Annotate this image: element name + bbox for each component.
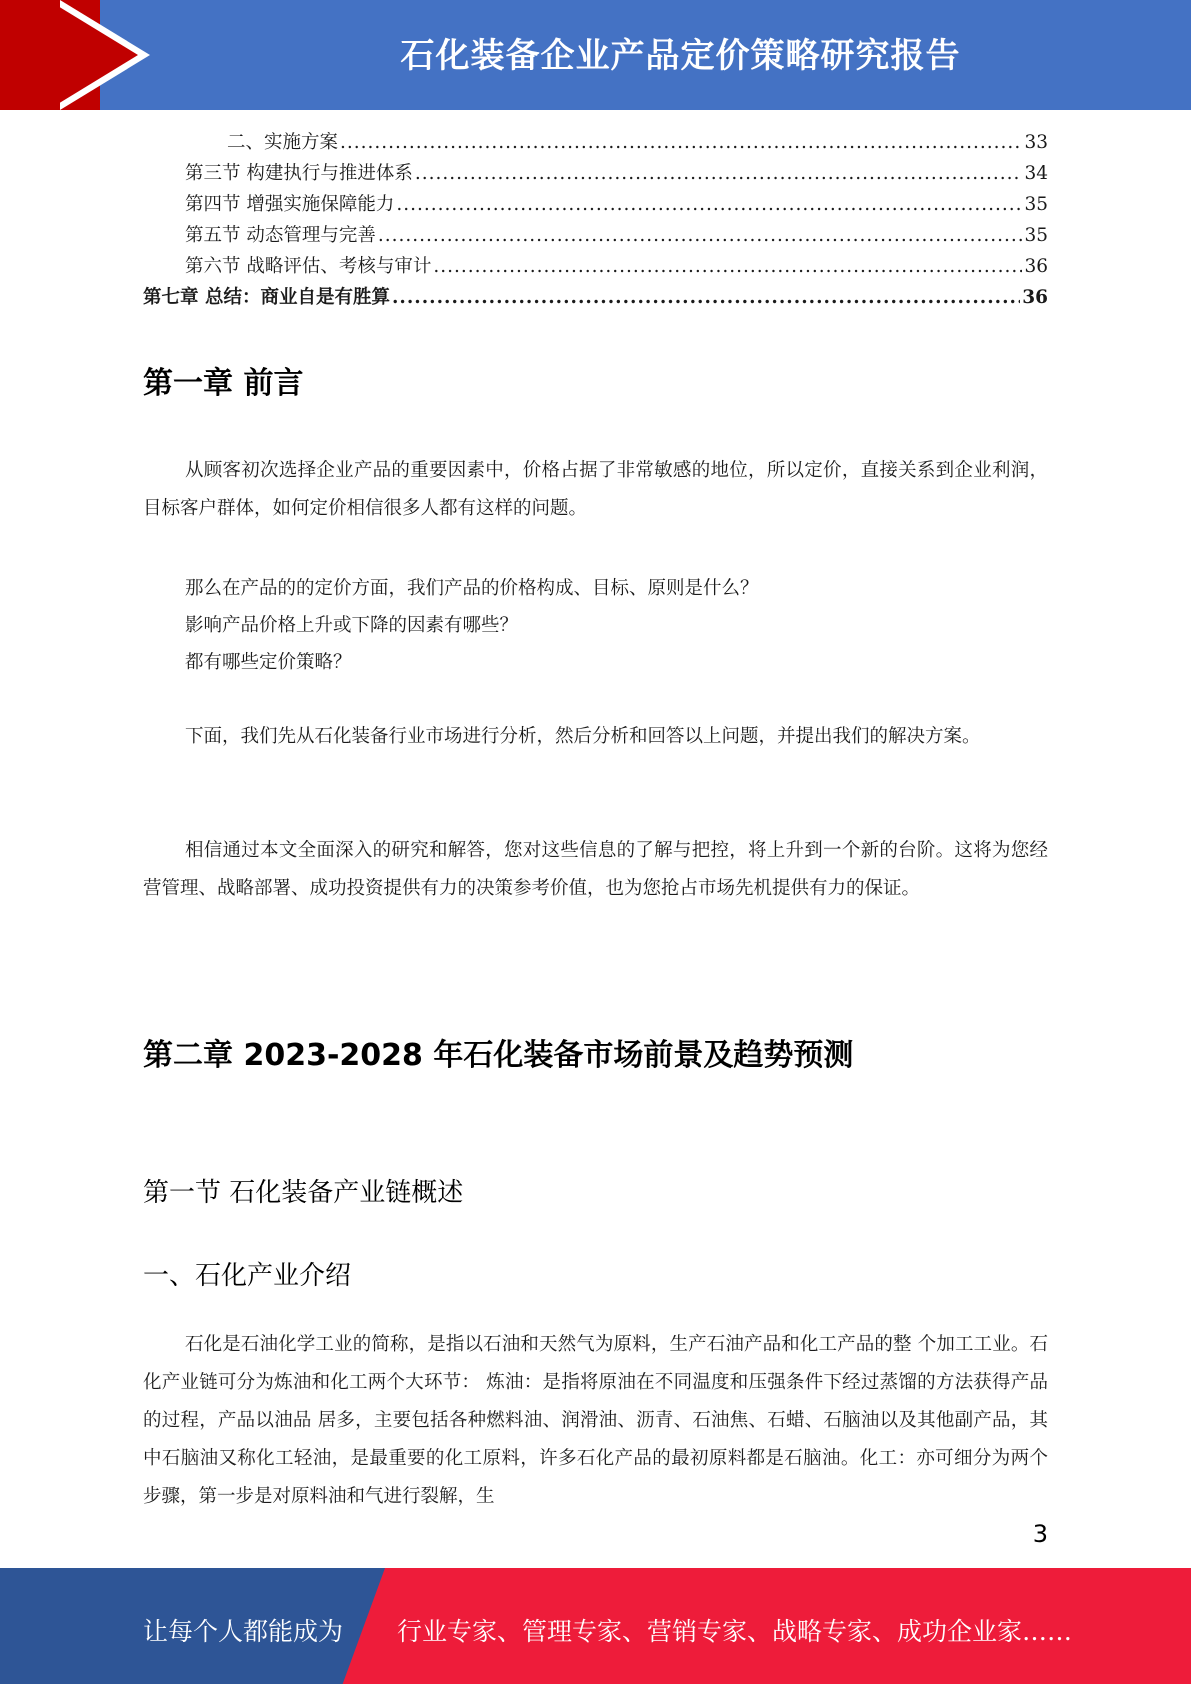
toc-item-page: 35 [1024, 225, 1048, 246]
toc-item[interactable] [143, 252, 1048, 283]
page-number: 3 [1032, 1520, 1048, 1548]
subsection-1-heading: 一、石化产业介绍 [143, 1261, 352, 1291]
toc-leader-dots [378, 225, 1023, 246]
header-arrow-icon [48, 0, 138, 110]
chapter-1-paragraph-1: 从顾客初次选择企业产品的重要因素中，价格占据了非常敏感的地位，所以定价，直接关系到企业利润，目标客户群体，如何定价相信很多人都有这样的问题。 [143, 460, 1048, 519]
toc-item[interactable] [143, 128, 1048, 159]
header-banner [0, 0, 1191, 110]
toc-leader-dots [433, 256, 1022, 277]
footer-slogan-right: 行业专家、管理专家、营销专家、战略专家、成功企业家…… [397, 1617, 1073, 1646]
toc-leader-dots [396, 194, 1022, 215]
question-line-1: 那么在产品的的定价方面，我们产品的价格构成、目标、原则是什么？ [185, 578, 759, 599]
chapter-2-paragraph-1: 石化是石油化学工业的简称，是指以石油和天然气为原料，生产石油产品和化工产品的整 个加工工业。石化产业链可分为炼油和化工两个大环节： 炼油：是指将原油在不同温度和压强条件下经过蒸馏的方法获得产品的过程，产品以油品 居多，主要包括各种燃料油、润滑油、沥青、石油焦、石蜡、石脑油以及其他副产品，其 中石脑油又称化工轻油，是最重要的化工原料，许多石化产品的最初原料都是石脑油。化工：亦可细分为两个步骤，第一步是对原料油和气进行裂解，生 [143, 1334, 1048, 1507]
toc-item-page: 33 [1024, 132, 1048, 153]
toc-item-page: 34 [1024, 163, 1048, 184]
toc-item[interactable] [143, 190, 1048, 221]
toc-item-page: 36 [1022, 287, 1048, 308]
toc-item-label: 第三节 构建执行与推进体系 [185, 163, 413, 184]
toc-item-label: 二、实施方案 [227, 132, 339, 153]
toc-leader-dots [392, 287, 1020, 308]
table-of-contents [143, 128, 1048, 314]
chapter-1-heading: 第一章 前言 [143, 366, 304, 401]
toc-item[interactable] [143, 159, 1048, 190]
footer-banner [0, 1568, 1191, 1684]
question-line-3: 都有哪些定价策略？ [185, 652, 352, 673]
toc-item-label: 第五节 动态管理与完善 [185, 225, 376, 246]
chapter-2-heading: 第二章 2023-2028 年石化装备市场前景及趋势预测 [143, 1038, 854, 1073]
chapter-1-paragraph-2: 下面，我们先从石化装备行业市场进行分析，然后分析和回答以上问题，并提出我们的解决方案。 [185, 726, 981, 747]
footer-slogan-left: 让每个人都能成为 [143, 1617, 344, 1646]
toc-item-label: 第六节 战略评估、考核与审计 [185, 256, 432, 277]
toc-item-page: 35 [1024, 194, 1048, 215]
toc-leader-dots [415, 163, 1023, 184]
toc-leader-dots [340, 132, 1022, 153]
chapter-1-paragraph-3: 相信通过本文全面深入的研究和解答，您对这些信息的了解与把控，将上升到一个新的台阶。这将为您经营管理、战略部署、成功投资提供有力的决策参考价值，也为您抢占市场先机提供有力的保证。 [143, 840, 1048, 899]
report-title: 石化装备企业产品定价策略研究报告 [400, 36, 961, 76]
toc-item-label: 第四节 增强实施保障能力 [185, 194, 395, 215]
toc-item[interactable] [143, 283, 1048, 314]
question-line-2: 影响产品价格上升或下降的因素有哪些？ [185, 615, 519, 636]
toc-item[interactable] [143, 221, 1048, 252]
section-1-heading: 第一节 石化装备产业链概述 [143, 1178, 464, 1208]
toc-item-page: 36 [1024, 256, 1048, 277]
toc-item-label: 第七章 总结：商业自是有胜算 [143, 287, 390, 308]
